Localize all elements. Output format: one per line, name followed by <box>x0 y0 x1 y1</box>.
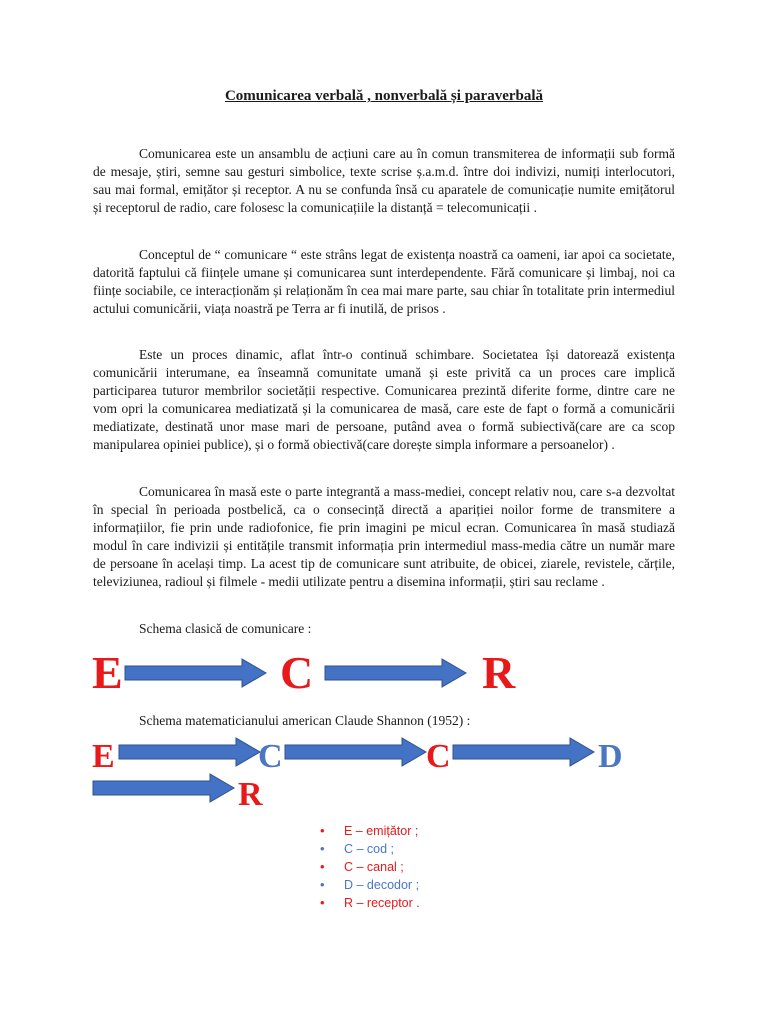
legend-item-receptor <box>318 894 420 912</box>
legend-item-label: D – decodor ; <box>344 878 420 892</box>
schema2-caption: Schema matematicianului american Claude Shannon (1952) : <box>139 713 471 728</box>
bullet-icon: • <box>320 877 325 892</box>
schema2-arrow-3 <box>452 736 596 768</box>
schema2-letter-c-canal: C <box>426 738 451 775</box>
schema2-letter-e: E <box>92 738 115 775</box>
bullet-icon: • <box>320 895 325 910</box>
legend-item-emitator <box>318 822 420 840</box>
schema2-arrow-4 <box>92 772 236 804</box>
legend-item-label: C – cod ; <box>344 842 395 856</box>
schema1-letter-c: C <box>280 647 314 698</box>
legend-item-label: R – receptor . <box>344 896 420 910</box>
paragraph-1: Comunicarea este un ansamblu de acțiuni care au în comun transmiterea de informații sub formă de mesaje, știri, semne sau gesturi simbolice, texte scrise ș.a.m.d. între doi indivizi, numiți interlocutori, sau mai formal, emițător și receptor. A nu se confunda însă cu aparatele de comunicație numite emițătorul și receptorul de radio, care folosesc la comunicațiile la distanță = telecomunicații . <box>93 146 675 216</box>
legend-item-decodor <box>318 876 420 894</box>
legend-item-label: E – emițător ; <box>344 824 419 838</box>
legend-list <box>318 822 420 912</box>
schema2-arrow-2 <box>284 736 428 768</box>
schema2-letter-r: R <box>238 776 263 813</box>
bullet-icon: • <box>320 823 325 838</box>
paragraph-2: Conceptul de “ comunicare “ este strâns legat de existența noastră ca oameni, iar apoi ca societate, datorită faptului că ființele umane și comunicarea sunt interdependente. Fără comunicare și limbaj, noi ca ființe sociabile, ce interacționăm și relaționăm în cea mai mare parte, sau chiar în totalitate prin intermediul actului comunicării, viața noastră pe Terra ar fi inutilă, de prisos . <box>93 247 675 317</box>
schema1-arrow-2 <box>324 657 468 689</box>
schema1-arrow-1 <box>124 657 268 689</box>
legend-item-label: C – canal ; <box>344 860 404 874</box>
bullet-icon: • <box>320 841 325 856</box>
paragraph-4: Comunicarea în masă este o parte integrantă a mass-mediei, concept relativ nou, care s-a dezvoltat în special în perioada postbelică, ca o consecință directă a apariției noilor forme de transmitere a informațiilor, fie prin unde radiofonice, fie prin imagini pe micul ecran. Comunicarea în masă studiază modul în care indivizii și entitățile transmit informația prin intermediul mass-media către un număr mare de persoane în același timp. La acest tip de comunicare sunt atribuite, de obicei, ziarele, revistele, cărțile, televiziunea, radioul și filmele - medii utilizate pentru a disemina informații, știri sau reclame . <box>93 484 675 590</box>
schema2-letter-d: D <box>598 738 623 775</box>
document-title: Comunicarea verbală , nonverbală și paraverbală <box>224 88 544 104</box>
schema1-letter-r: R <box>482 647 516 698</box>
schema1-letter-e: E <box>92 647 123 698</box>
legend-item-cod <box>318 840 420 858</box>
schema1-caption: Schema clasică de comunicare : <box>139 621 312 636</box>
schema2-arrow-1 <box>118 736 262 768</box>
paragraph-3: Este un proces dinamic, aflat într-o continuă schimbare. Societatea își datorează existența comunicării interumane, ea înseamnă comunitate umană și este privită ca un proces care implică participarea tuturor membrilor societății respective. Comunicarea prezintă diferite forme, dintre care ne vom opri la comunicarea mediatizată și la comunicarea de masă, care este de fapt o formă a comunicării mediatizate, destinată unor mase mari de persoane, putând avea o formă subiectivă(care are ca scop manipularea opiniei publice), și o formă obiectivă(care dorește simpla informare a persoanelor) . <box>93 347 675 453</box>
bullet-icon: • <box>320 859 325 874</box>
schema2-letter-c-cod: C <box>258 738 283 775</box>
legend-item-canal <box>318 858 420 876</box>
